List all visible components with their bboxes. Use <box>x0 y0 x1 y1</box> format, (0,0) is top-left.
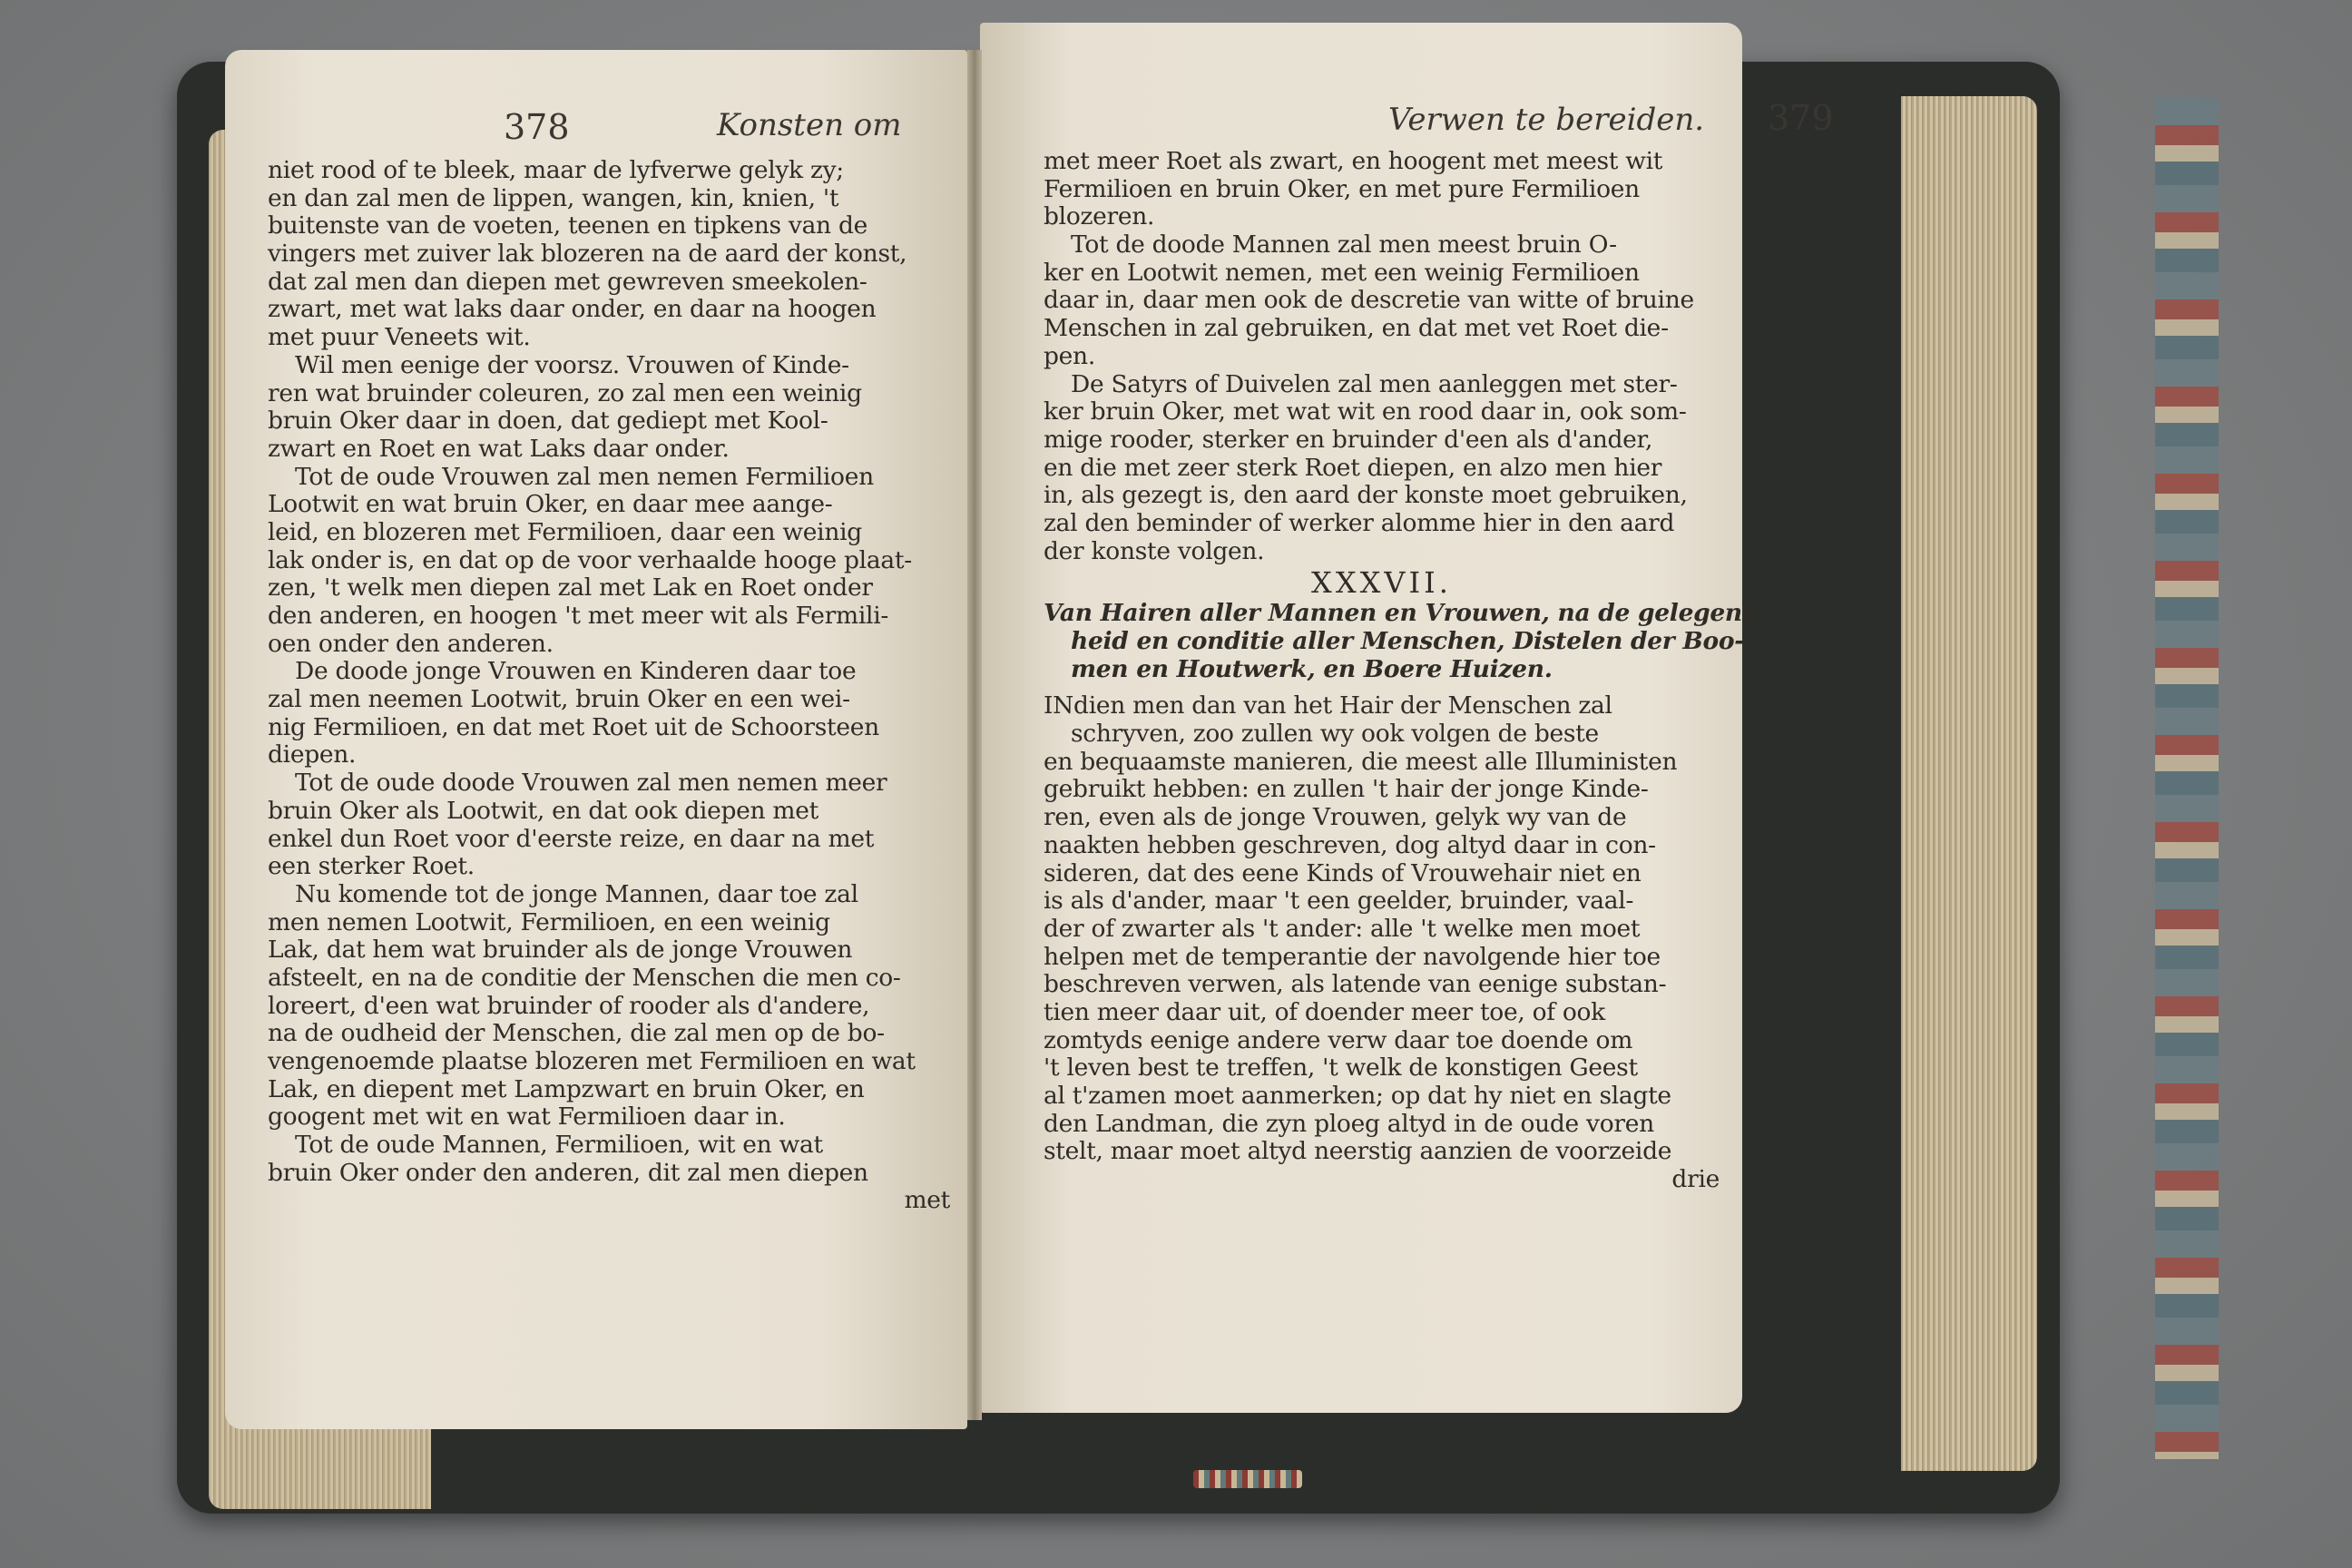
text-line: INdien men dan van het Hair der Menschen zal <box>1044 691 1612 720</box>
text-line: Tot de oude Mannen, Fermilioen, wit en wat <box>295 1131 823 1160</box>
book-gutter <box>967 50 982 1420</box>
right-page-body <box>1044 147 1763 1194</box>
section-title-line: Van Hairen aller Mannen en Vrouwen, na de gelegent- <box>1044 599 1763 628</box>
text-line: ker en Lootwit nemen, met een weinig Fermilioen <box>1044 258 1640 287</box>
left-page-body <box>268 157 950 1215</box>
text-line: vingers met zuiver lak blozeren na de aard der konst, <box>268 240 907 269</box>
text-line: ren wat bruinder coleuren, zo zal men een weinig <box>268 378 862 407</box>
text-line: diepen. <box>268 740 357 769</box>
text-line: 't leven best te treffen, 't welk de konstigen Geest <box>1044 1054 1638 1083</box>
text-line: loreert, d'een wat bruinder of rooder als d'andere, <box>268 991 870 1020</box>
right-page-number: 379 <box>1768 98 1834 138</box>
text-line: Lak, en diepent met Lampzwart en bruin Oker, en <box>268 1074 865 1103</box>
text-line: is als d'ander, maar 't een geelder, bruinder, vaal- <box>1044 887 1634 916</box>
section-title-line: heid en conditie aller Menschen, Distelen der Boo- <box>1071 627 1744 655</box>
text-line: enkel dun Roet voor d'eerste reize, en daar na met <box>268 824 875 853</box>
text-line: gebruikt hebben: en zullen 't hair der jonge Kinde- <box>1044 775 1649 804</box>
text-line: met puur Veneets wit. <box>268 323 531 352</box>
text-line: Wil men eenige der voorsz. Vrouwen of Kinde- <box>295 350 849 379</box>
left-page-number: 378 <box>504 107 570 147</box>
text-line: met meer Roet als zwart, en hoogent met meest wit <box>1044 147 1663 175</box>
text-line: pen. <box>1044 341 1095 370</box>
text-line: Menschen in zal gebruiken, en dat met vet Roet die- <box>1044 314 1669 343</box>
headband-bottom <box>1193 1470 1302 1488</box>
right-running-title: Verwen te bereiden. <box>1388 102 1705 138</box>
text-line: helpen met de temperantie der navolgende hier toe <box>1044 942 1661 971</box>
text-line: sideren, dat des eene Kinds of Vrouwehair niet en <box>1044 858 1642 887</box>
text-line: den Landman, die zyn ploeg altyd in de oude voren <box>1044 1109 1654 1138</box>
text-line: mige rooder, sterker en bruinder d'een als d'ander, <box>1044 425 1653 454</box>
text-line: en bequaamste manieren, die meest alle Illuministen <box>1044 747 1678 776</box>
text-line: beschreven verwen, als latende van eenige substan- <box>1044 970 1667 999</box>
text-line: naakten hebben geschreven, dog altyd daar in con- <box>1044 830 1656 859</box>
text-line: De Satyrs of Duivelen zal men aanleggen met ster- <box>1071 369 1678 398</box>
catchword: met <box>904 1186 950 1215</box>
text-line: De doode jonge Vrouwen en Kinderen daar toe <box>295 657 857 686</box>
text-line: al t'zamen moet aanmerken; op dat hy niet en slagte <box>1044 1082 1671 1110</box>
text-line: googent met wit en wat Fermilioen daar in. <box>268 1102 786 1132</box>
text-line: dat zal men dan diepen met gewreven smeekolen- <box>268 267 867 296</box>
text-line: Tot de oude doode Vrouwen zal men nemen meer <box>295 769 887 798</box>
text-line: lak onder is, en dat op de voor verhaalde hooge plaat- <box>268 545 912 574</box>
text-line: blozeren. <box>1044 202 1155 231</box>
text-line: Nu komende tot de jonge Mannen, daar toe zal <box>295 879 858 908</box>
text-line: Tot de doode Mannen zal men meest bruin O- <box>1071 230 1617 260</box>
text-line: zomtyds eenige andere verw daar toe doende om <box>1044 1025 1633 1054</box>
text-line: buitenste van de voeten, teenen en tipkens van de <box>268 211 867 240</box>
text-line: ker bruin Oker, met wat wit en rood daar in, ook som- <box>1044 397 1687 426</box>
text-line: der of zwarter als 't ander: alle 't welke men moet <box>1044 914 1641 943</box>
text-line: zwart, met wat laks daar onder, en daar na hoogen <box>268 295 877 324</box>
text-line: daar in, daar men ook de descretie van witte of bruine <box>1044 286 1694 315</box>
text-line: na de oudheid der Menschen, die zal men op de bo- <box>268 1019 885 1048</box>
text-line: leid, en blozeren met Fermilioen, daar een weinig <box>268 517 862 546</box>
text-line: men nemen Lootwit, Fermilioen, en een weinig <box>268 907 830 936</box>
catchword: drie <box>1671 1165 1720 1194</box>
text-line: den anderen, en hoogen 't met meer wit als Fermili- <box>268 602 889 630</box>
text-line: in, als gezegt is, den aard der konste moet gebruiken, <box>1044 481 1688 510</box>
text-line: ren, even als de jonge Vrouwen, gelyk wy van de <box>1044 803 1627 832</box>
text-line: tien meer daar uit, of doender meer toe, of ook <box>1044 997 1605 1026</box>
text-line: een sterker Roet. <box>268 852 475 881</box>
text-line: afsteelt, en na de conditie der Menschen die men co- <box>268 963 901 992</box>
text-line: schryven, zoo zullen wy ook volgen de beste <box>1071 720 1599 749</box>
text-line: Lootwit en wat bruin Oker, en daar mee aange- <box>268 490 833 519</box>
text-line: bruin Oker als Lootwit, en dat ook diepen met <box>268 796 818 825</box>
text-line: stelt, maar moet altyd neerstig aanzien de voorzeide <box>1044 1137 1672 1166</box>
text-line: en die met zeer sterk Roet diepen, en alzo men hier <box>1044 453 1662 482</box>
text-line: bruin Oker daar in doen, dat gediept met Kool- <box>268 407 828 436</box>
text-line: der konste volgen. <box>1044 536 1265 565</box>
section-number: XXXVII. <box>1311 565 1452 601</box>
section-title-line: men en Houtwerk, en Boere Huizen. <box>1071 654 1553 683</box>
text-line: niet rood of te bleek, maar de lyfverwe gelyk zy; <box>268 156 844 184</box>
text-line: zen, 't welk men diepen zal met Lak en Roet onder <box>268 573 873 603</box>
left-running-title: Konsten om <box>717 107 902 143</box>
text-line: zal den beminder of werker alomme hier in den aard <box>1044 508 1675 537</box>
text-line: Tot de oude Vrouwen zal men nemen Fermilioen <box>295 462 874 491</box>
text-line: zwart en Roet en wat Laks daar onder. <box>268 434 730 463</box>
text-line: nig Fermilioen, en dat met Roet uit de Schoorsteen <box>268 712 879 741</box>
text-line: zal men neemen Lootwit, bruin Oker en een wei- <box>268 685 850 714</box>
text-line: oen onder den anderen. <box>268 629 554 658</box>
text-line: bruin Oker onder den anderen, dit zal men diepen <box>268 1158 868 1187</box>
text-line: vengenoemde plaatse blozeren met Fermilioen en wat <box>268 1047 916 1075</box>
text-line: Fermilioen en bruin Oker, en met pure Fermilioen <box>1044 174 1640 203</box>
text-line: en dan zal men de lippen, wangen, kin, knien, 't <box>268 183 839 212</box>
marbled-endpaper <box>2155 98 2219 1459</box>
page-edges-right <box>1901 96 2037 1471</box>
text-line: Lak, dat hem wat bruinder als de jonge Vrouwen <box>268 936 853 965</box>
